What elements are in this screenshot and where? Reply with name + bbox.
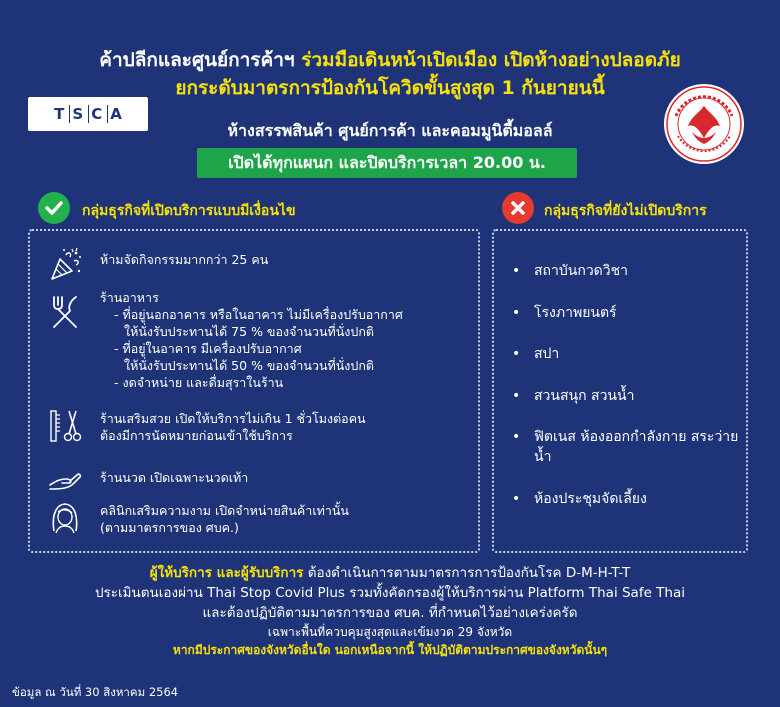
- date-note: ข้อมูล ณ วันที่ 30 สิงหาคม 2564: [12, 685, 179, 699]
- not-open-box: [492, 229, 748, 553]
- item-label: สวนสนุก สวนน้ำ: [534, 388, 635, 404]
- conditional-open-title: กลุ่มธุรกิจที่เปิดบริการแบบมีเงื่อนไข: [82, 203, 296, 219]
- item-line: (ตามมาตรการของ ศบค.): [100, 520, 239, 535]
- item-line: - ที่อยู่ในอาคาร มีเครื่องปรับอากาศ: [114, 341, 302, 356]
- footer-text: เฉพาะพื้นที่ควบคุมสูงสุดและเข้มงวด 29 จังหวัด: [267, 625, 513, 639]
- footer-highlight: ผู้ให้บริการ และผู้รับบริการ: [149, 565, 304, 581]
- headline-yellow-1: ร่วมมือเดินหน้าเปิดเมือง เปิดห้างอย่างปลอดภัย: [301, 49, 681, 71]
- tsca-letter: T: [54, 105, 65, 123]
- item-line: - ที่อยู่นอกอาคาร หรือในอาคาร ไม่มีเครื่องปรับอากาศ: [114, 307, 403, 322]
- footer-text: ต้องดำเนินการตามมาตรการการป้องกันโรค D-M-H-T-T: [303, 565, 631, 581]
- item-line: ร้านนวด เปิดเฉพาะนวดเท้า: [100, 470, 249, 485]
- footer-notice: [20, 563, 760, 659]
- woman-face-icon: [46, 499, 84, 537]
- x-icon: [502, 192, 534, 224]
- not-open-title: กลุ่มธุรกิจที่ยังไม่เปิดบริการ: [544, 203, 707, 219]
- item-line: ให้นั่งรับประทานได้ 50 % ของจำนวนที่นั่งปกติ: [124, 358, 375, 373]
- footer-text: และต้องปฏิบัติตามมาตรการของ ศบค. ที่กำหนดไว้อย่างเคร่งครัด: [202, 605, 578, 621]
- bullet: •: [512, 305, 521, 321]
- item-line: ต้องมีการนัดหมายก่อนเข้าใช้บริการ: [100, 428, 293, 443]
- thai-retailers-association-logo: [662, 82, 746, 166]
- item-label: ห้องประชุมจัดเลี้ยง: [534, 491, 647, 507]
- item-label: โรงภาพยนตร์: [534, 305, 617, 321]
- tsca-letter: S: [69, 105, 85, 123]
- bullet: •: [512, 346, 521, 362]
- footer-highlight: หากมีประกาศของจังหวัดอื่นใด นอกเหนือจากนี้ ให้ปฏิบัติตามประกาศของจังหวัดนั้นๆ: [172, 643, 608, 657]
- item-label: สปา: [534, 346, 560, 362]
- opening-banner: เปิดได้ทุกแผนก และปิดบริการเวลา 20.00 น.: [197, 148, 577, 178]
- tsca-letter: A: [107, 105, 124, 123]
- item-line: ห้ามจัดกิจกรรมมากกว่า 25 คน: [100, 252, 269, 267]
- fork-knife-icon: [46, 293, 84, 331]
- conditional-open-box: [28, 229, 480, 553]
- bullet: •: [512, 263, 521, 279]
- footer-text: ประเมินตนเองผ่าน Thai Stop Covid Plus รวมทั้งคัดกรองผู้ให้บริการผ่าน Platform Thai Safe Thai: [94, 585, 686, 601]
- comb-scissors-icon: [46, 407, 84, 445]
- tsca-letter: C: [88, 105, 104, 123]
- bullet: •: [512, 429, 521, 445]
- item-line: ร้านอาหาร: [100, 290, 159, 305]
- headline-white: ค้าปลีกและศูนย์การค้าฯ: [99, 49, 295, 71]
- item-label: ฟิตเนส ห้องออกกำลังกาย สระว่ายน้ำ: [534, 429, 739, 465]
- party-popper-icon: [46, 245, 84, 283]
- item-line: ร้านเสริมสวย เปิดให้บริการไม่เกิน 1 ชั่วโมงต่อคน: [100, 411, 366, 426]
- item-label: สถาบันกวดวิชา: [534, 263, 628, 279]
- check-icon: [38, 192, 70, 224]
- headline: [60, 46, 720, 102]
- bullet: •: [512, 491, 521, 507]
- item-line: - งดจำหน่าย และดื่มสุราในร้าน: [114, 375, 284, 390]
- item-line: คลินิกเสริมความงาม เปิดจำหน่ายสินค้าเท่านั้น: [100, 503, 349, 518]
- headline-yellow-2: ยกระดับมาตรการป้องกันโควิดขั้นสูงสุด 1 กันยายนนี้: [175, 77, 605, 99]
- hand-icon: [46, 459, 84, 497]
- bullet: •: [512, 388, 521, 404]
- subhead: ห้างสรรพสินค้า ศูนย์การค้า และคอมมูนิตี้มอลล์: [227, 121, 553, 140]
- item-line: ให้นั่งรับประทานได้ 75 % ของจำนวนที่นั่งปกติ: [124, 324, 375, 339]
